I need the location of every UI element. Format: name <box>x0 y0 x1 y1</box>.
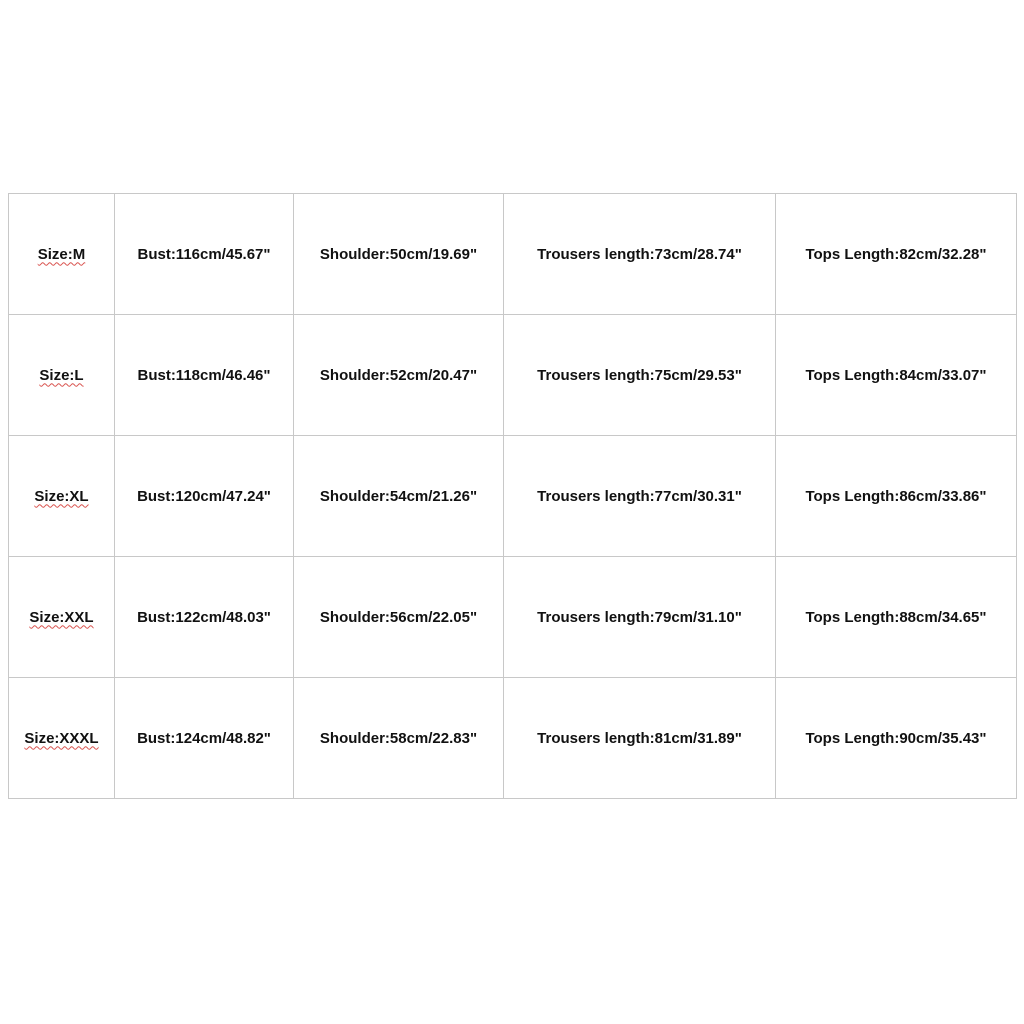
shoulder-cell: Shoulder:56cm/22.05" <box>294 557 504 678</box>
tops-length-cell: Tops Length:84cm/33.07" <box>776 315 1017 436</box>
trousers-length-cell: Trousers length:75cm/29.53" <box>504 315 776 436</box>
bust-cell: Bust:118cm/46.46" <box>115 315 294 436</box>
table-row <box>9 678 1017 799</box>
size-label: Size:XXXL <box>24 729 99 747</box>
size-label: Size:L <box>39 366 84 384</box>
size-label: Size:XXL <box>29 608 94 626</box>
trousers-length-cell: Trousers length:81cm/31.89" <box>504 678 776 799</box>
bust-cell: Bust:116cm/45.67" <box>115 194 294 315</box>
size-label: Size:XL <box>34 487 89 505</box>
shoulder-cell: Shoulder:54cm/21.26" <box>294 436 504 557</box>
bust-cell: Bust:120cm/47.24" <box>115 436 294 557</box>
tops-length-cell: Tops Length:90cm/35.43" <box>776 678 1017 799</box>
table-row <box>9 315 1017 436</box>
size-cell <box>9 194 115 315</box>
bust-cell: Bust:122cm/48.03" <box>115 557 294 678</box>
bust-cell: Bust:124cm/48.82" <box>115 678 294 799</box>
size-cell <box>9 315 115 436</box>
shoulder-cell: Shoulder:52cm/20.47" <box>294 315 504 436</box>
table-row <box>9 436 1017 557</box>
tops-length-cell: Tops Length:82cm/32.28" <box>776 194 1017 315</box>
trousers-length-cell: Trousers length:73cm/28.74" <box>504 194 776 315</box>
shoulder-cell: Shoulder:58cm/22.83" <box>294 678 504 799</box>
size-cell <box>9 678 115 799</box>
size-cell <box>9 436 115 557</box>
trousers-length-cell: Trousers length:77cm/30.31" <box>504 436 776 557</box>
shoulder-cell: Shoulder:50cm/19.69" <box>294 194 504 315</box>
tops-length-cell: Tops Length:88cm/34.65" <box>776 557 1017 678</box>
size-label: Size:M <box>37 245 86 263</box>
size-cell <box>9 557 115 678</box>
trousers-length-cell: Trousers length:79cm/31.10" <box>504 557 776 678</box>
size-chart-table <box>8 193 1017 799</box>
table-row <box>9 194 1017 315</box>
tops-length-cell: Tops Length:86cm/33.86" <box>776 436 1017 557</box>
table-row <box>9 557 1017 678</box>
